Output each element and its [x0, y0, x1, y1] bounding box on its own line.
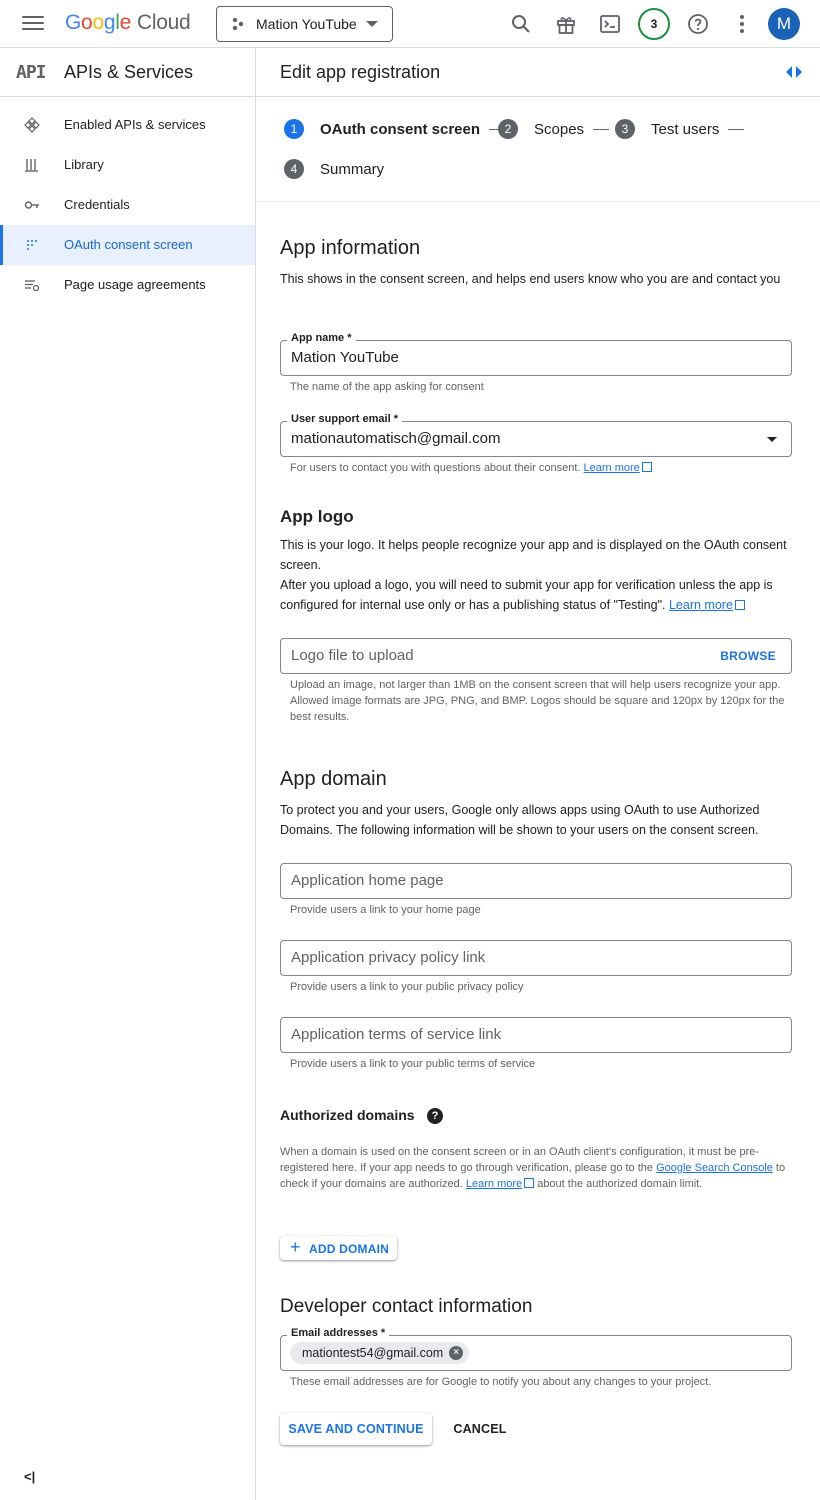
add-domain-label: ADD DOMAIN	[309, 1242, 389, 1256]
consent-grid-icon	[24, 237, 40, 253]
library-icon	[24, 157, 40, 173]
app-name-label: App name *	[287, 332, 356, 344]
project-selector[interactable]	[216, 6, 393, 42]
help-icon[interactable]: ?	[427, 1108, 443, 1124]
privacy-policy-input[interactable]	[280, 940, 792, 976]
sidebar-item-label: Library	[64, 157, 104, 172]
main-content	[256, 48, 820, 1500]
authorized-domains-title: Authorized domains	[280, 1107, 415, 1123]
privacy-policy-placeholder: Application privacy policy link	[291, 949, 486, 966]
app-domain-description: To protect you and your users, Google only allows apps using OAuth to use Authorized Domains. The following information will be shown to your users on the consent screen.	[280, 803, 760, 837]
step-label: OAuth consent screen	[320, 120, 481, 138]
notifications-badge[interactable]: 3	[638, 8, 670, 40]
top-bar	[0, 0, 820, 48]
app-name-value: Mation YouTube	[291, 349, 399, 366]
google-cloud-logo[interactable]: Google Cloud	[65, 11, 191, 34]
page-title: Edit app registration	[280, 62, 441, 82]
learn-more-link[interactable]: Learn more	[465, 1178, 523, 1190]
more-vert-icon[interactable]	[730, 12, 754, 36]
app-info-title: App information	[280, 237, 421, 259]
learn-more-link[interactable]: Learn more	[583, 462, 640, 474]
terms-of-service-input[interactable]	[280, 1017, 792, 1053]
authorized-domains-description: When a domain is used on the consent screen or in an OAuth client's configuration, it must be pre-registered here. If your app needs to go through verification, please go to the Google Search Console to check if your domains are authorized. Learn more about the authorized domain limit.	[280, 1146, 786, 1190]
step-label: Summary	[320, 160, 385, 178]
email-addresses-label: Email addresses *	[287, 1327, 389, 1339]
divider	[256, 201, 820, 202]
app-logo-title: App logo	[280, 507, 354, 526]
page-header	[256, 48, 820, 97]
support-email-select[interactable]	[280, 413, 792, 457]
key-icon	[24, 197, 40, 213]
browse-button[interactable]: BROWSE	[720, 649, 776, 663]
step-number: 3	[615, 119, 635, 139]
app-info-description: This shows in the consent screen, and helps end users know who you are and contact you	[280, 272, 781, 286]
terminal-icon[interactable]	[598, 12, 622, 36]
avatar[interactable]: M	[768, 8, 800, 40]
home-page-placeholder: Application home page	[291, 872, 444, 889]
app-logo-description: This is your logo. It helps people recognize your app and is displayed on the OAuth consent screen. After you upload a logo, you will need to submit your app for verification unless the app is configured for internal use only or has a publishing status of "Testing". Learn more	[280, 538, 787, 612]
sidebar-item-oauth-consent[interactable]	[0, 225, 255, 265]
search-icon[interactable]	[509, 12, 533, 36]
support-email-hint: For users to contact you with questions about their consent. Learn more	[290, 460, 790, 476]
add-icon: +	[290, 1237, 301, 1257]
settings-list-icon	[24, 277, 40, 293]
privacy-policy-hint: Provide users a link to your public privacy policy	[290, 981, 524, 993]
step-oauth-consent[interactable]	[284, 119, 505, 139]
sidebar-nav	[0, 105, 255, 305]
dropdown-arrow-icon	[767, 437, 777, 442]
sidebar-item-enabled-apis[interactable]	[0, 105, 255, 145]
email-chip-label: mationtest54@gmail.com	[302, 1346, 444, 1360]
api-logo: API	[16, 62, 46, 83]
chevron-down-icon	[366, 21, 378, 27]
logo-upload-placeholder: Logo file to upload	[291, 647, 414, 664]
project-name: Mation YouTube	[256, 16, 357, 32]
email-addresses-field[interactable]	[280, 1327, 792, 1371]
app-name-field[interactable]	[280, 332, 792, 376]
home-page-hint: Provide users a link to your home page	[290, 904, 481, 916]
learn-more-link[interactable]: Learn more	[668, 598, 733, 612]
step-connector	[728, 129, 744, 130]
support-email-label: User support email *	[287, 413, 402, 425]
api-hub-icon	[24, 117, 40, 133]
external-link-icon	[735, 600, 745, 610]
sidebar-item-label: Enabled APIs & services	[64, 117, 206, 132]
external-link-icon	[642, 462, 652, 472]
stepper	[280, 108, 800, 198]
external-link-icon	[524, 1178, 534, 1188]
step-label: Scopes	[534, 120, 585, 138]
sidebar-item-library[interactable]	[0, 145, 255, 185]
step-scopes[interactable]	[498, 119, 609, 139]
sidebar	[0, 48, 256, 1500]
help-icon[interactable]	[686, 12, 710, 36]
save-and-continue-button[interactable]: SAVE AND CONTINUE	[280, 1413, 432, 1445]
step-summary[interactable]	[284, 159, 384, 179]
project-icon	[231, 17, 245, 31]
remove-chip-icon[interactable]: ×	[449, 1346, 463, 1360]
cancel-button[interactable]: CANCEL	[453, 1422, 507, 1436]
sidebar-item-label: Credentials	[64, 197, 130, 212]
terms-of-service-hint: Provide users a link to your public terms of service	[290, 1058, 536, 1070]
collapse-sidebar-icon[interactable]: <|	[24, 1469, 36, 1484]
sidebar-item-page-usage[interactable]	[0, 265, 255, 305]
add-domain-button[interactable]	[280, 1236, 397, 1260]
menu-icon[interactable]	[22, 16, 44, 32]
sidebar-title: APIs & Services	[64, 62, 194, 82]
gift-icon[interactable]	[554, 12, 578, 36]
logo-upload-field[interactable]	[280, 638, 792, 674]
sidebar-header	[0, 48, 255, 97]
support-email-value: mationautomatisch@gmail.com	[291, 430, 501, 447]
email-chip	[290, 1342, 469, 1364]
logo-upload-hint: Upload an image, not larger than 1MB on the consent screen that will help users recognize your app. Allowed image formats are JPG, PNG, and BMP. Logos should be square and 120px by 120px for the best results.	[290, 679, 785, 723]
app-name-hint: The name of the app asking for consent	[290, 381, 484, 393]
terms-of-service-placeholder: Application terms of service link	[291, 1026, 502, 1043]
sidebar-item-label: Page usage agreements	[64, 277, 206, 292]
step-number: 1	[284, 119, 304, 139]
step-number: 2	[498, 119, 518, 139]
code-toggle-icon[interactable]	[784, 65, 804, 79]
search-console-link[interactable]: Google Search Console	[656, 1162, 773, 1174]
step-number: 4	[284, 159, 304, 179]
step-test-users[interactable]	[615, 119, 744, 139]
home-page-input[interactable]	[280, 863, 792, 899]
developer-contact-title: Developer contact information	[280, 1296, 533, 1317]
step-connector	[593, 129, 609, 130]
email-addresses-hint: These email addresses are for Google to notify you about any changes to your project.	[290, 1376, 712, 1388]
sidebar-item-label: OAuth consent screen	[64, 237, 193, 252]
sidebar-item-credentials[interactable]	[0, 185, 255, 225]
app-domain-title: App domain	[280, 768, 387, 790]
step-label: Test users	[651, 120, 720, 138]
